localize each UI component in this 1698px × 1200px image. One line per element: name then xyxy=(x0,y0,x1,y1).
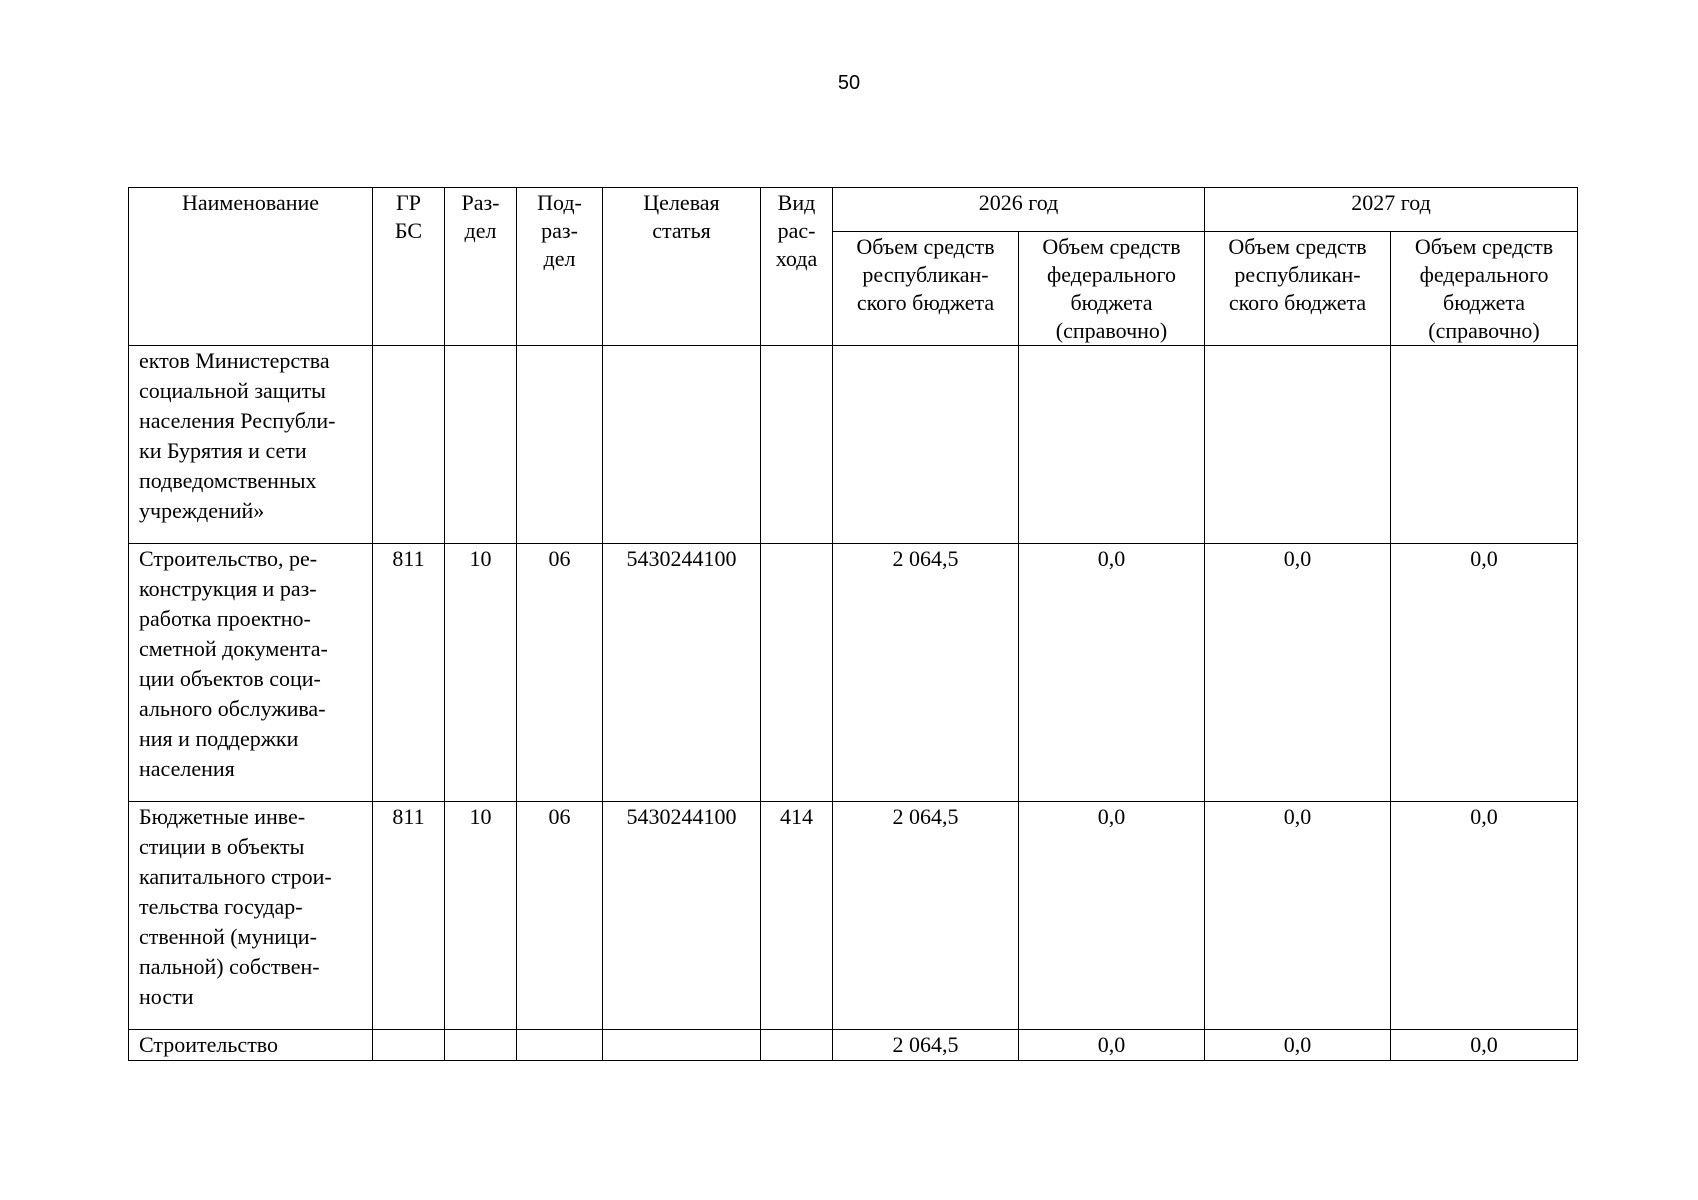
table-row xyxy=(129,544,1578,802)
table-row xyxy=(129,1030,1578,1061)
header-name: Наименование xyxy=(129,188,373,346)
header-year-2027: 2027 год xyxy=(1205,188,1578,232)
row-podrazdel: 06 xyxy=(517,544,603,802)
table-row xyxy=(129,346,1578,544)
header-2027-rep-budget: Объем средств республикан- ского бюджета xyxy=(1205,232,1391,346)
header-celevaya-statya: Целевая статья xyxy=(603,188,761,346)
row-celevaya xyxy=(603,346,761,544)
row-name: ектов Министерства социальной защиты населения Республи- ки Бурятия и сети подведомственных учреждений» xyxy=(129,346,373,544)
header-vid-raskhoda: Вид рас- хода xyxy=(761,188,833,346)
row-podrazdel: 06 xyxy=(517,802,603,1030)
row-celevaya: 5430244100 xyxy=(603,802,761,1030)
row-2027-rep: 0,0 xyxy=(1205,544,1391,802)
header-2026-fed-budget: Объем средств федерального бюджета (справочно) xyxy=(1019,232,1205,346)
page-number: 50 xyxy=(837,72,861,94)
header-razdel: Раз- дел xyxy=(445,188,517,346)
row-2027-fed: 0,0 xyxy=(1391,802,1578,1030)
header-2026-rep-budget: Объем средств республикан- ского бюджета xyxy=(833,232,1019,346)
row-vid xyxy=(761,1030,833,1061)
row-grbs xyxy=(373,346,445,544)
row-razdel xyxy=(445,1030,517,1061)
row-podrazdel xyxy=(517,346,603,544)
row-2027-rep xyxy=(1205,346,1391,544)
row-razdel: 10 xyxy=(445,802,517,1030)
row-2026-rep: 2 064,5 xyxy=(833,1030,1019,1061)
budget-table xyxy=(128,187,1578,1061)
table-row xyxy=(129,802,1578,1030)
header-grbs: ГР БС xyxy=(373,188,445,346)
row-razdel: 10 xyxy=(445,544,517,802)
row-2027-rep: 0,0 xyxy=(1205,1030,1391,1061)
header-podrazdel: Под- раз- дел xyxy=(517,188,603,346)
row-grbs: 811 xyxy=(373,802,445,1030)
row-2027-fed xyxy=(1391,346,1578,544)
row-2027-fed: 0,0 xyxy=(1391,1030,1578,1061)
table-header-row xyxy=(129,188,1578,232)
row-2026-rep: 2 064,5 xyxy=(833,544,1019,802)
row-grbs xyxy=(373,1030,445,1061)
row-2026-rep xyxy=(833,346,1019,544)
row-grbs: 811 xyxy=(373,544,445,802)
row-celevaya: 5430244100 xyxy=(603,544,761,802)
row-2026-rep: 2 064,5 xyxy=(833,802,1019,1030)
row-2027-fed: 0,0 xyxy=(1391,544,1578,802)
row-vid: 414 xyxy=(761,802,833,1030)
row-2026-fed: 0,0 xyxy=(1019,802,1205,1030)
row-2026-fed xyxy=(1019,346,1205,544)
header-2027-fed-budget: Объем средств федерального бюджета (справочно) xyxy=(1391,232,1578,346)
row-2026-fed: 0,0 xyxy=(1019,1030,1205,1061)
row-vid xyxy=(761,346,833,544)
row-name: Бюджетные инве- стиции в объекты капитального строи- тельства государ- ственной (муници- пальной) собствен- ности xyxy=(129,802,373,1030)
row-vid xyxy=(761,544,833,802)
row-2026-fed: 0,0 xyxy=(1019,544,1205,802)
row-razdel xyxy=(445,346,517,544)
row-podrazdel xyxy=(517,1030,603,1061)
row-name: Строительство, ре- конструкция и раз- работка проектно- сметной документа- ции объектов соци- ального обслужива- ния и поддержки населения xyxy=(129,544,373,802)
header-year-2026: 2026 год xyxy=(833,188,1205,232)
row-2027-rep: 0,0 xyxy=(1205,802,1391,1030)
row-name: Строительство xyxy=(129,1030,373,1061)
row-celevaya xyxy=(603,1030,761,1061)
